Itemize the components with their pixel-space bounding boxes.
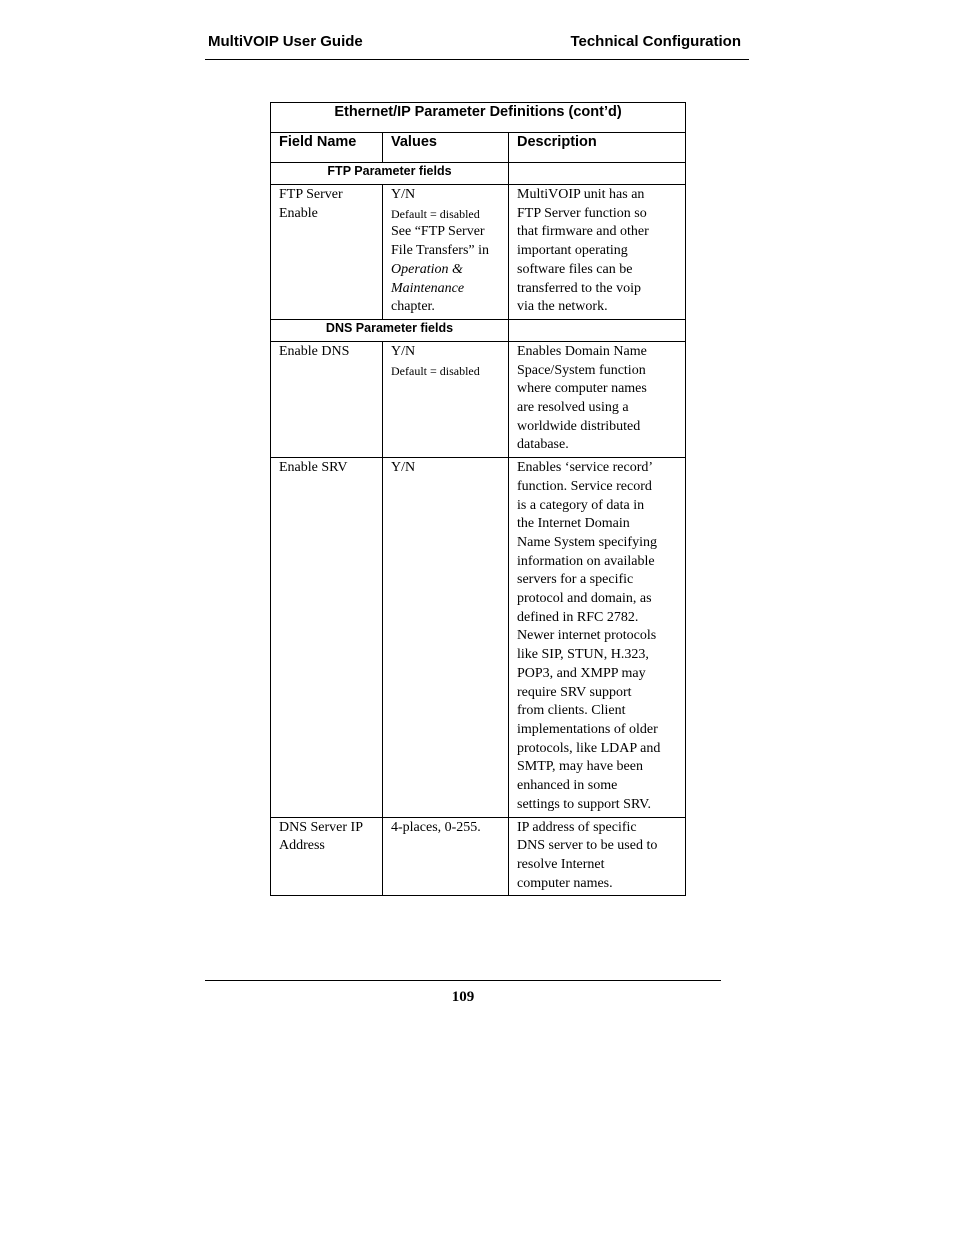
description-line: POP3, and XMPP may [517,665,646,681]
column-header-description: Description [509,133,686,163]
description-line: is a category of data in [517,497,645,513]
header-rule [205,59,749,60]
values-cell [383,185,509,320]
description-line: via the network. [517,299,608,315]
description-cell [509,341,686,457]
field-name-line: DNS Server IP [279,819,363,835]
description-line: SMTP, may have been [517,759,643,775]
field-name-line: Enable SRV [279,460,348,476]
value-main: Y/N [391,187,416,202]
description-line: Enables ‘service record’ [517,460,654,476]
value-line: File Transfers” in [391,243,489,259]
table-row [271,817,686,896]
description-line: require SRV support [517,684,632,700]
description-line: where computer names [517,381,647,397]
value-main: Y/N [391,460,416,476]
description-line: IP address of specific [517,819,637,835]
description-line: function. Service record [517,478,652,494]
description-line: enhanced in some [517,778,618,794]
description-line: like SIP, STUN, H.323, [517,647,649,663]
value-main: Y/N [391,343,416,359]
field-name-cell [271,458,383,817]
description-line: are resolved using a [517,400,629,416]
description-line: MultiVOIP unit has an [517,187,645,202]
field-name-line: Address [279,838,325,854]
field-name-line: Enable [279,205,318,221]
column-header-row [271,133,686,163]
field-name-cell [271,341,383,457]
description-line: from clients. Client [517,703,626,719]
description-line: transferred to the voip [517,280,642,296]
values-cell [383,817,509,896]
description-cell [509,817,686,896]
table-title-row [271,103,686,133]
running-header-left: MultiVOIP User Guide [208,33,363,50]
description-line: worldwide distributed [517,418,641,434]
description-line: settings to support SRV. [517,796,651,812]
value-line: See “FTP Server [391,224,485,240]
values-cell [383,341,509,457]
field-name-cell [271,185,383,320]
parameter-definitions-table [270,102,686,896]
running-header-right: Technical Configuration [570,33,741,50]
description-line: that firmware and other [517,224,649,240]
value-main: 4-places, 0-255. [391,819,481,835]
section-label-dns: DNS Parameter fields [271,319,509,341]
description-line: database. [517,437,569,453]
section-empty-cell [509,163,686,185]
table-title: Ethernet/IP Parameter Definitions (cont’d) [271,103,686,133]
description-line: Space/System function [517,362,646,378]
description-line: servers for a specific [517,572,634,588]
field-name-line: Enable DNS [279,343,350,359]
section-row-dns [271,319,686,341]
value-default: Default = disabled [391,206,480,221]
values-cell [383,458,509,817]
description-line: resolve Internet [517,856,605,872]
description-cell [509,185,686,320]
column-header-values: Values [383,133,509,163]
description-line: Name System specifying [517,534,657,550]
description-line: defined in RFC 2782. [517,609,639,625]
description-line: DNS server to be used to [517,838,658,854]
description-cell [509,458,686,817]
value-italic-line: Maintenance [391,280,465,296]
section-empty-cell [509,319,686,341]
section-row-ftp [271,163,686,185]
footer-rule [205,980,721,981]
section-label-ftp: FTP Parameter fields [271,163,509,185]
description-line: the Internet Domain [517,516,630,532]
description-line: important operating [517,243,628,259]
description-line: computer names. [517,875,613,891]
description-line: protocol and domain, as [517,591,652,607]
field-name-cell [271,817,383,896]
description-line: Newer internet protocols [517,628,657,644]
value-tail: chapter. [391,299,435,315]
value-italic-line: Operation & [391,261,463,277]
description-line: protocols, like LDAP and [517,740,661,756]
column-header-field-name: Field Name [271,133,383,163]
description-line: software files can be [517,261,633,277]
value-default: Default = disabled [391,363,480,378]
description-line: information on available [517,553,655,569]
table-row [271,341,686,457]
page-number: 109 [451,989,475,1005]
table-row [271,185,686,320]
table-row [271,458,686,817]
field-name-line: FTP Server [279,187,343,202]
description-line: implementations of older [517,721,658,737]
description-line: FTP Server function so [517,205,647,221]
description-line: Enables Domain Name [517,343,647,359]
